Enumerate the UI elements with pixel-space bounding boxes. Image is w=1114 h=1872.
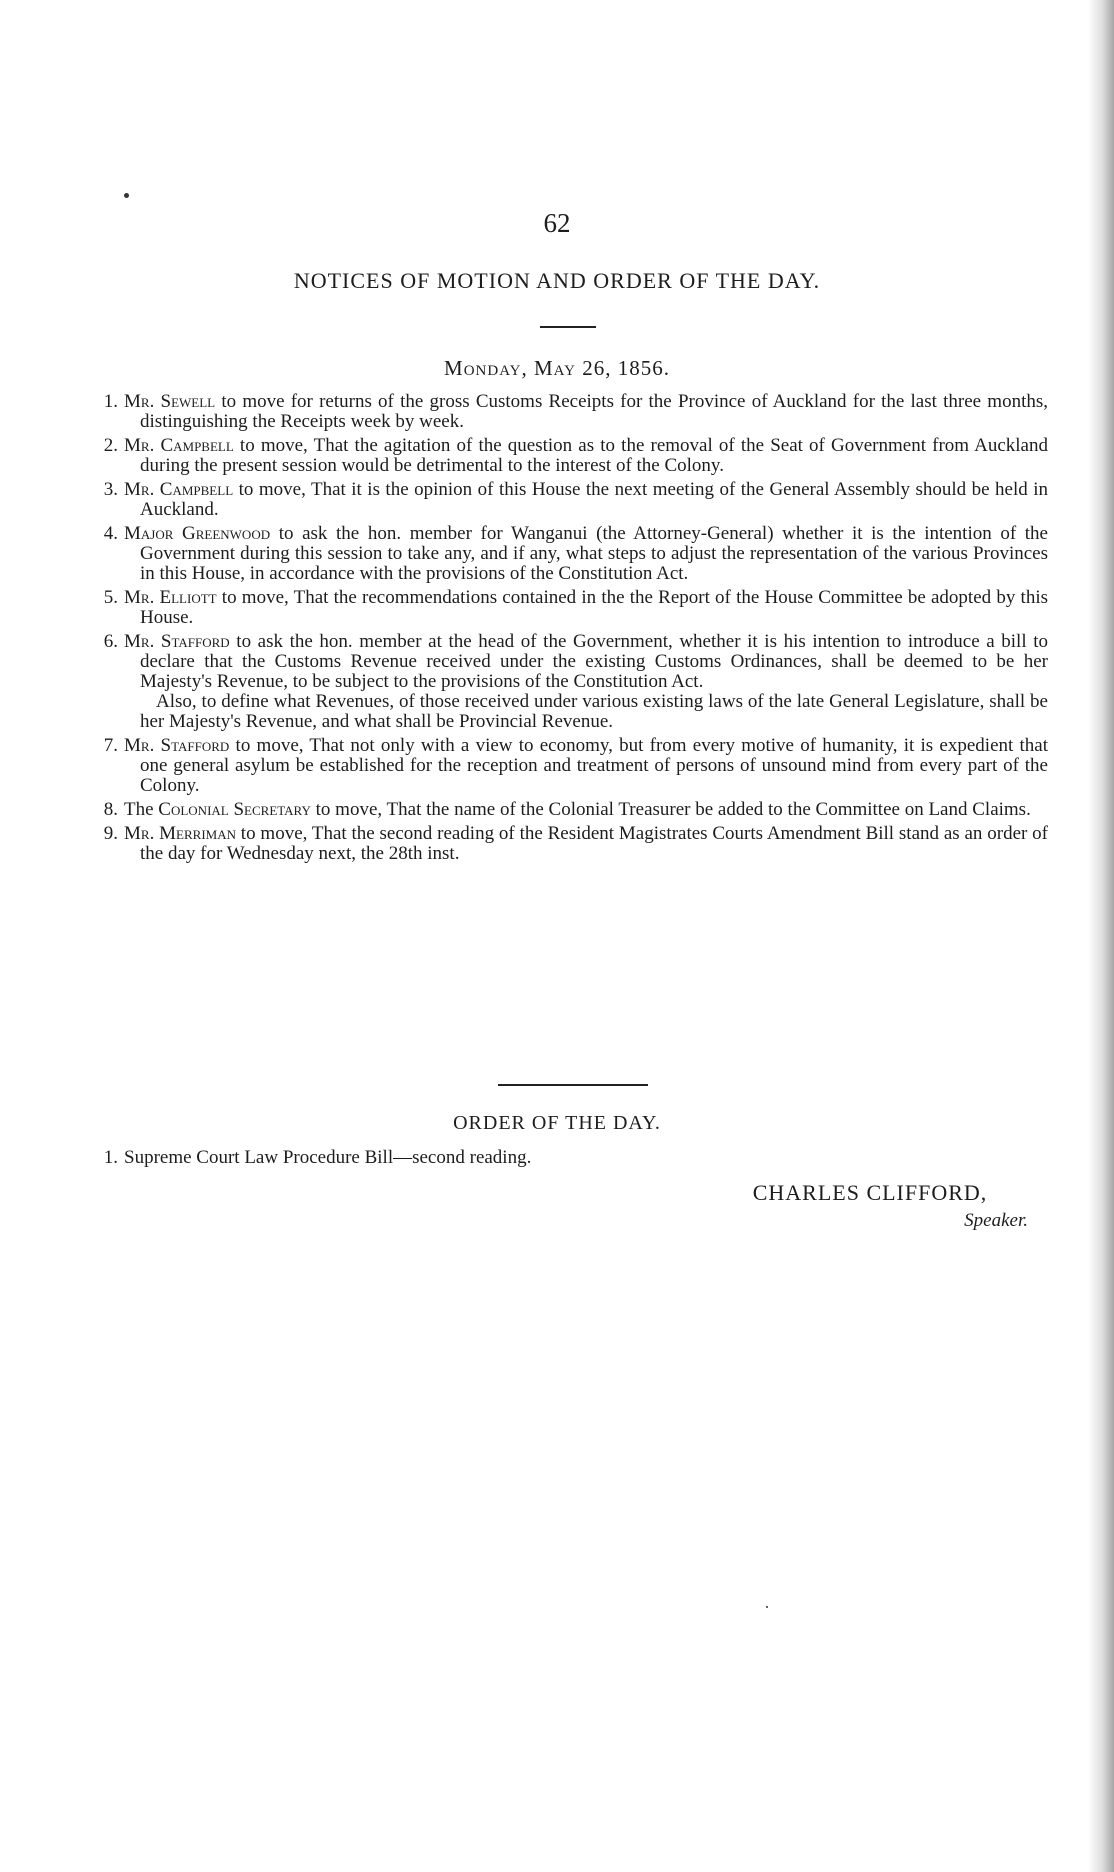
ink-speck bbox=[124, 193, 129, 198]
motion-text: to move, That the name of the Colonial Treasurer be added to the Committee on Land Claims. bbox=[310, 799, 1031, 820]
section-divider bbox=[498, 1084, 648, 1086]
motion-mover: Mr. Sewell bbox=[124, 391, 216, 412]
motion-prefix: The bbox=[124, 799, 159, 820]
signatory-role: Speaker. bbox=[964, 1210, 1028, 1231]
motion-text: to move, That the agitation of the question as to the removal of the Seat of Government from Auckland during the present session would be detrimental to the interest of the Colony. bbox=[140, 435, 1048, 476]
motion-continuation: Also, to define what Revenues, of those received under various existing laws of the late General Legislature, shall be her Majesty's Revenue, and what shall be Provincial Revenue. bbox=[140, 691, 1048, 732]
order-of-the-day-heading: ORDER OF THE DAY. bbox=[453, 1112, 661, 1134]
order-item-text: Supreme Court Law Procedure Bill—second reading. bbox=[124, 1147, 532, 1168]
motion-mover: Mr. Stafford bbox=[124, 735, 230, 756]
motion-mover: Colonial Secretary bbox=[158, 799, 311, 820]
motion-number: 5. bbox=[103, 587, 118, 608]
motion-item bbox=[82, 800, 1048, 820]
ink-speck bbox=[766, 1606, 768, 1608]
motion-mover: Major Greenwood bbox=[124, 523, 271, 544]
motion-text: to move, That the second reading of the Resident Magistrates Courts Amendment Bill stand as an order of the day for Wednesday next, the 28th inst. bbox=[140, 823, 1048, 864]
signature-block bbox=[700, 1180, 1040, 1232]
motion-text: to move, That not only with a view to economy, but from every motive of humanity, it is expedient that one general asylum be established for the reception and treatment of persons of unsound mind from every part of the Colony. bbox=[140, 735, 1049, 796]
motion-text: to ask the hon. member at the head of the Government, whether it is his intention to introduce a bill to declare that the Customs Revenue received under the existing Customs Ordinances, shall be deemed to be her Majesty's Revenue, to be subject to the provisions of the Constitution Act. bbox=[140, 631, 1049, 692]
motion-mover: Mr. Merriman bbox=[124, 823, 236, 844]
order-item bbox=[82, 1148, 1048, 1168]
motion-item bbox=[82, 736, 1048, 796]
motion-item bbox=[82, 524, 1048, 584]
title-divider bbox=[540, 326, 596, 328]
motion-mover: Mr. Stafford bbox=[124, 631, 230, 652]
motion-item bbox=[82, 436, 1048, 476]
motion-number: 9. bbox=[103, 823, 118, 844]
motion-number: 1. bbox=[103, 391, 118, 412]
page-number: 62 bbox=[543, 208, 571, 238]
notices-of-motion-list bbox=[82, 392, 1048, 868]
order-item-number: 1. bbox=[103, 1147, 118, 1168]
motion-item bbox=[82, 392, 1048, 432]
motion-item bbox=[82, 588, 1048, 628]
motion-item bbox=[82, 824, 1048, 864]
motion-number: 4. bbox=[103, 523, 118, 544]
motion-number: 2. bbox=[103, 435, 118, 456]
motion-text: to move, That it is the opinion of this House the next meeting of the General Assembly should be held in Auckland. bbox=[140, 479, 1048, 520]
motion-number: 6. bbox=[103, 631, 118, 652]
signatory-name: CHARLES CLIFFORD, bbox=[752, 1180, 988, 1205]
motion-text: to ask the hon. member for Wanganui (the Attorney-General) whether it is the intention of the Government during this session to take any, and if any, what steps to adjust the representation of the various Provinces in this House, in accordance with the provisions of the Constitution Act. bbox=[140, 523, 1048, 584]
page-title: NOTICES OF MOTION AND ORDER OF THE DAY. bbox=[293, 268, 821, 293]
motion-mover: Mr. Campbell bbox=[124, 479, 234, 500]
motion-number: 8. bbox=[103, 799, 118, 820]
motion-text: to move for returns of the gross Customs Receipts for the Province of Auckland for the last three months, distinguishing the Receipts week by week. bbox=[140, 391, 1048, 432]
motion-number: 3. bbox=[103, 479, 118, 500]
motion-item bbox=[82, 632, 1048, 732]
motion-number: 7. bbox=[103, 735, 118, 756]
motion-item bbox=[82, 480, 1048, 520]
motion-mover: Mr. Elliott bbox=[124, 587, 217, 608]
session-date: Monday, May 26, 1856. bbox=[444, 356, 670, 380]
motion-mover: Mr. Campbell bbox=[124, 435, 234, 456]
order-of-the-day-list bbox=[82, 1148, 1048, 1172]
motion-text: to move, That the recommendations contained in the the Report of the House Committee be adopted by this House. bbox=[140, 587, 1048, 628]
